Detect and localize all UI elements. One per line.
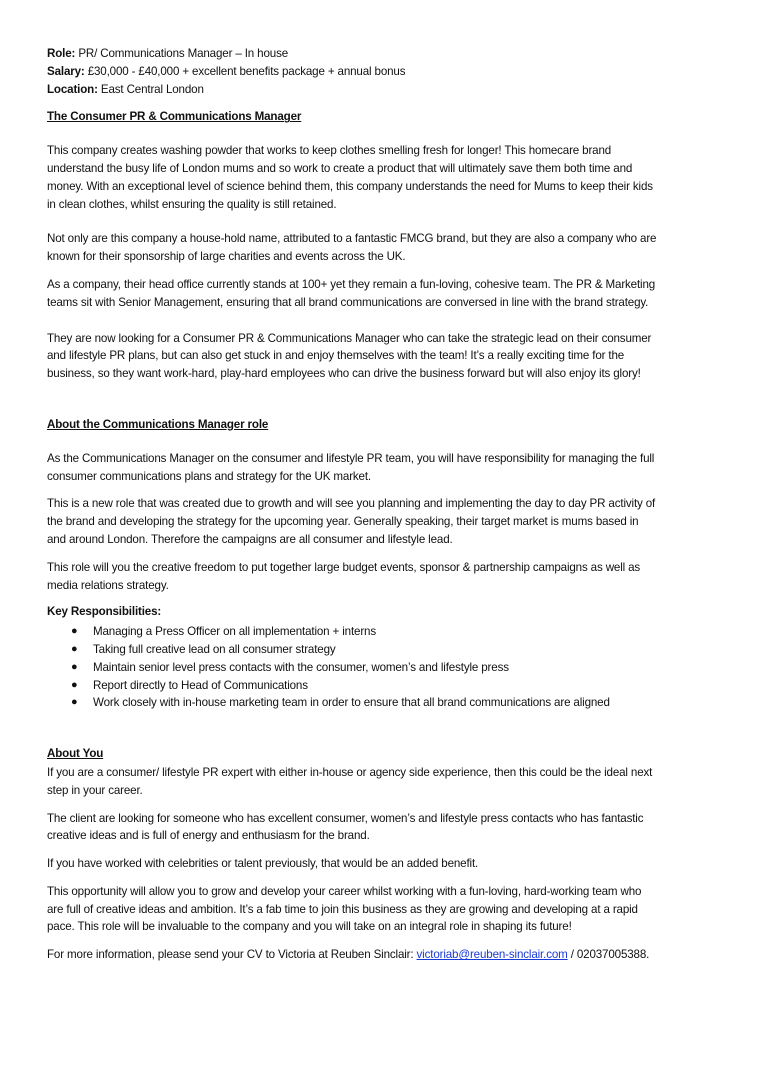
location-value: East Central London bbox=[97, 82, 204, 96]
location-label: Location: bbox=[47, 82, 98, 96]
section-heading-about-you: About You bbox=[47, 747, 104, 761]
bullet-icon: ● bbox=[71, 642, 78, 655]
text-line: teams sit with Senior Management, ensuring that all brand communications are conversed in line with the brand strategy. bbox=[47, 295, 649, 309]
document-page bbox=[47, 45, 737, 964]
role-label: Role: bbox=[47, 47, 76, 60]
text-line: known for their sponsorship of large charities and events across the UK. bbox=[47, 250, 406, 264]
text-line: The client are looking for someone who has excellent consumer, women’s and lifestyle press contacts who has fantastic bbox=[47, 811, 644, 825]
text-line: money. With an exceptional level of science behind them, this company understands the need for Mums to keep their kids bbox=[47, 179, 653, 193]
bullet-icon: ● bbox=[71, 660, 78, 673]
list-item-text: Maintain senior level press contacts with the consumer, women’s and lifestyle press bbox=[93, 660, 509, 674]
paragraph bbox=[47, 883, 737, 936]
text-line: consumer communications plans and strategy for the UK market. bbox=[47, 469, 371, 483]
contact-line bbox=[47, 946, 737, 964]
text-line: the brand and developing the strategy for the upcoming year. Generally speaking, their target market is mums based in bbox=[47, 515, 639, 529]
text-line: Not only are this company a house-hold name, attributed to a fantastic FMCG brand, but they are also a company who are bbox=[47, 232, 657, 246]
paragraph bbox=[47, 450, 737, 486]
text-line: They are now looking for a Consumer PR & Communications Manager who can take the strategic lead on their consumer bbox=[47, 331, 652, 345]
text-line: and around London. Therefore the campaigns are all consumer and lifestyle lead. bbox=[47, 532, 453, 546]
text-line: As a company, their head office currently stands at 100+ yet they remain a fun-loving, cohesive team. The PR & Marketing bbox=[47, 277, 656, 291]
section-heading-about-role: About the Communications Manager role bbox=[47, 417, 269, 431]
list-item bbox=[47, 659, 737, 677]
list-item bbox=[47, 694, 737, 712]
text-line: in clean clothes, whilst ensuring the quality is still retained. bbox=[47, 197, 337, 211]
paragraph bbox=[47, 855, 737, 873]
text-line: business, so they want work-hard, play-hard employees who can drive the business forward but will also enjoy its glory! bbox=[47, 367, 641, 381]
text-line: If you are a consumer/ lifestyle PR expert with either in-house or agency side experience, then this could be the ideal next bbox=[47, 765, 653, 779]
list-item bbox=[47, 623, 737, 641]
text-line: As the Communications Manager on the consumer and lifestyle PR team, you will have responsibility for managing the full bbox=[47, 451, 655, 465]
salary-label: Salary: bbox=[47, 64, 85, 78]
text-line: If you have worked with celebrities or talent previously, that would be an added benefit. bbox=[47, 857, 479, 871]
paragraph bbox=[47, 142, 737, 213]
bullet-icon: ● bbox=[71, 696, 78, 709]
paragraph bbox=[47, 764, 737, 800]
role-value: PR/ Communications Manager – In house bbox=[75, 47, 289, 60]
section-heading-consumer-pr: The Consumer PR & Communications Manager bbox=[47, 110, 302, 124]
salary-line bbox=[47, 63, 737, 81]
text-line: and lifestyle PR plans, but can also get stuck in and enjoy themselves with the team! It’s a really exciting time for the bbox=[47, 349, 625, 363]
list-item bbox=[47, 677, 737, 695]
contact-phone: / 02037005388. bbox=[567, 948, 650, 962]
paragraph bbox=[47, 276, 737, 312]
paragraph bbox=[47, 559, 737, 595]
text-line: media relations strategy. bbox=[47, 578, 169, 592]
paragraph bbox=[47, 230, 737, 266]
paragraph bbox=[47, 495, 737, 548]
paragraph bbox=[47, 810, 737, 846]
list-item bbox=[47, 641, 737, 659]
salary-value: £30,000 - £40,000 + excellent benefits package + annual bonus bbox=[84, 64, 406, 78]
text-line: This company creates washing powder that works to keep clothes smelling fresh for longer! This homecare brand bbox=[47, 144, 612, 158]
contact-prefix: For more information, please send your CV to Victoria at Reuben Sinclair: bbox=[47, 948, 417, 962]
paragraph bbox=[47, 330, 737, 383]
text-line: understand the busy life of London mums and so work to create a product that will ultimately save them both time and bbox=[47, 161, 633, 175]
bullet-icon: ● bbox=[71, 678, 78, 691]
bullet-icon: ● bbox=[71, 625, 78, 638]
text-line: This opportunity will allow you to grow and develop your career whilst working with a fun-loving, hard-working team who bbox=[47, 884, 642, 898]
role-line bbox=[47, 45, 737, 63]
location-line bbox=[47, 81, 737, 99]
text-line: step in your career. bbox=[47, 783, 143, 797]
text-line: are full of creative ideas and ambition. It’s a fab time to join this business as they are growing and developing at a rapid bbox=[47, 902, 638, 916]
list-item-text: Managing a Press Officer on all implementation + interns bbox=[93, 625, 376, 639]
text-line: pace. This role will be invaluable to the company and you will take on an integral role in shaping its future! bbox=[47, 920, 572, 934]
key-responsibilities-label: Key Responsibilities: bbox=[47, 605, 162, 619]
text-line: creative ideas and is full of energy and enthusiasm for the brand. bbox=[47, 829, 370, 843]
list-item-text: Taking full creative lead on all consumer strategy bbox=[93, 642, 336, 656]
list-item-text: Work closely with in-house marketing team in order to ensure that all brand communications are aligned bbox=[93, 696, 610, 710]
contact-email-link[interactable]: victoriab@reuben-sinclair.com bbox=[416, 948, 568, 962]
text-line: This is a new role that was created due to growth and will see you planning and implementing the day to day PR activity of bbox=[47, 497, 656, 511]
list-item-text: Report directly to Head of Communications bbox=[93, 678, 308, 692]
responsibilities-list bbox=[47, 623, 737, 712]
text-line: This role will you the creative freedom to put together large budget events, sponsor & partnership campaigns as well as bbox=[47, 560, 641, 574]
